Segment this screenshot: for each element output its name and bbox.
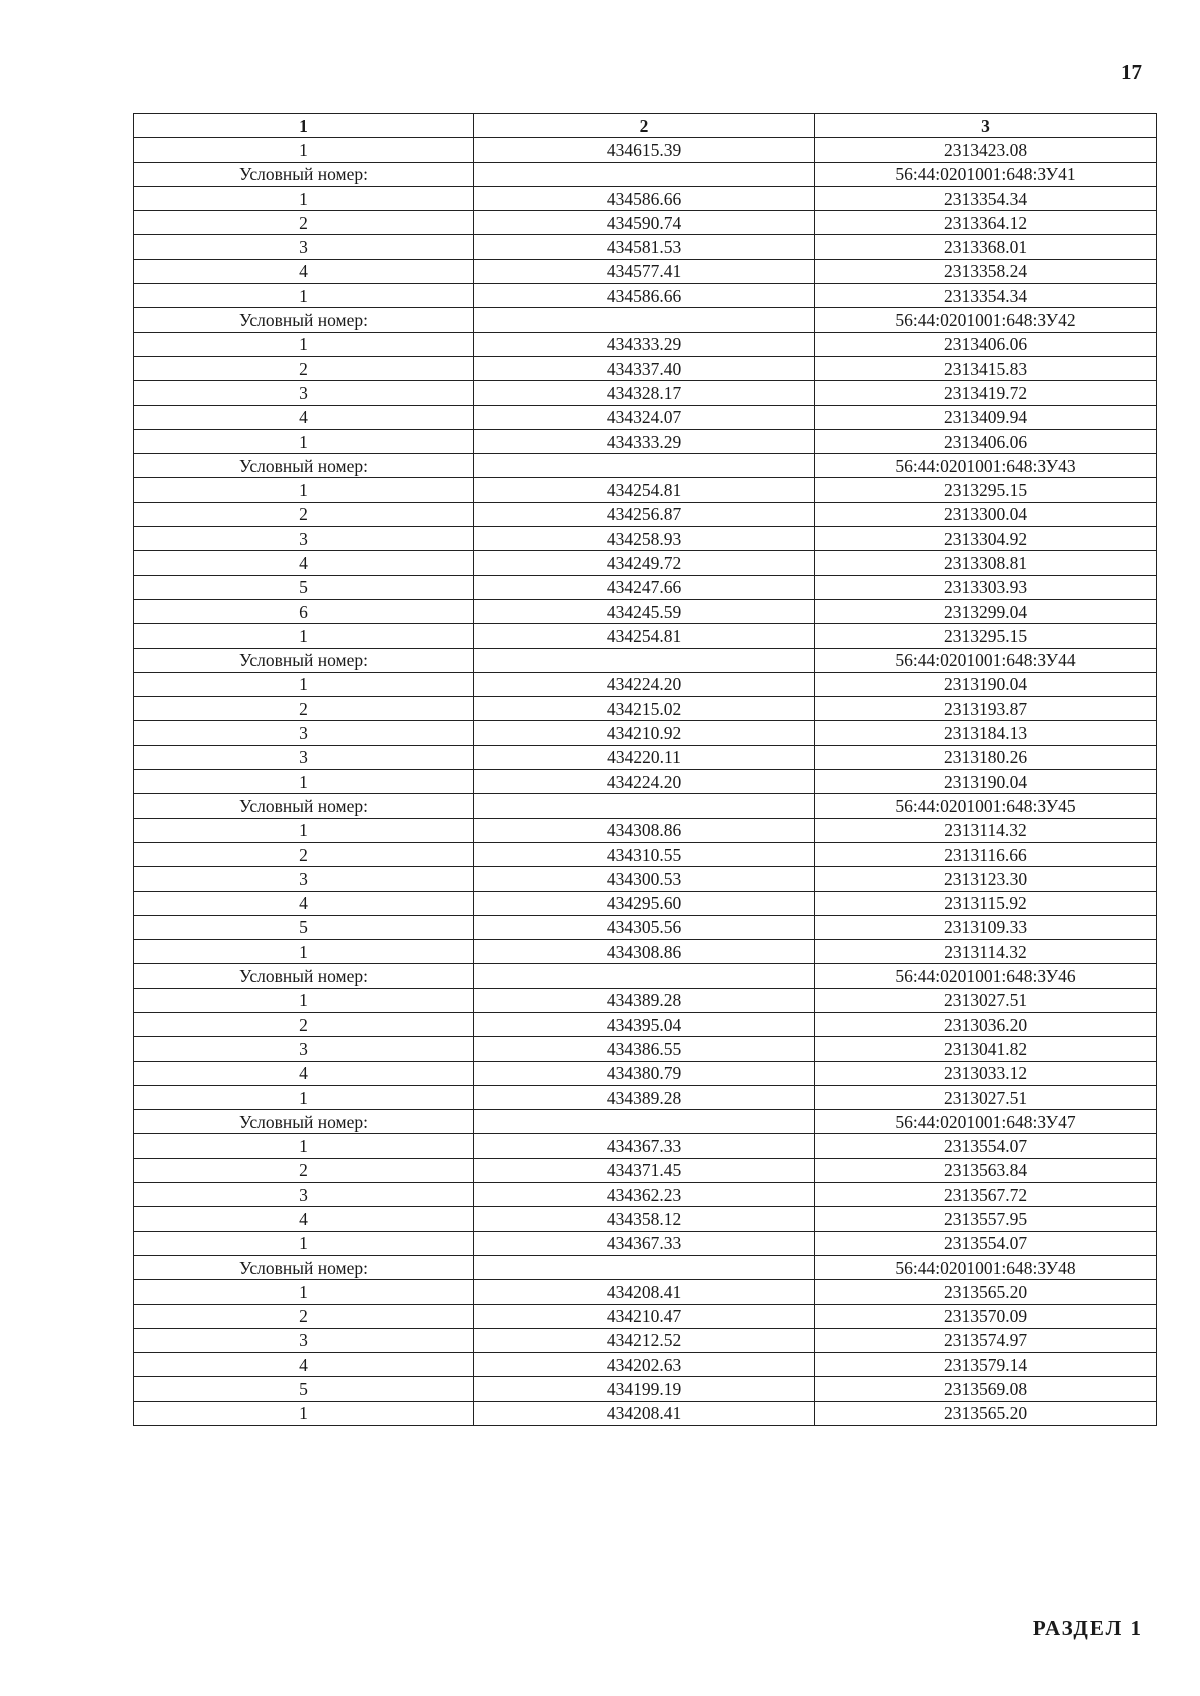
empty-cell [474,794,815,818]
parcel-label-row [134,794,1157,818]
y-coordinate-cell: 2313554.07 [815,1231,1157,1255]
table-row [134,1012,1157,1036]
y-coordinate-cell: 2313557.95 [815,1207,1157,1231]
y-coordinate-cell: 2313116.66 [815,842,1157,866]
x-coordinate-cell: 434577.41 [474,259,815,283]
y-coordinate-cell: 2313579.14 [815,1353,1157,1377]
empty-cell [474,1110,815,1134]
y-coordinate-cell: 2313114.32 [815,818,1157,842]
table-row [134,1037,1157,1061]
empty-cell [474,648,815,672]
y-coordinate-cell: 2313354.34 [815,284,1157,308]
point-number-cell: 3 [134,745,474,769]
parcel-code-cell: 56:44:0201001:648:ЗУ48 [815,1255,1157,1279]
x-coordinate-cell: 434305.56 [474,915,815,939]
point-number-cell: 3 [134,867,474,891]
point-number-cell: 1 [134,284,474,308]
point-number-cell: 1 [134,672,474,696]
point-number-cell: 2 [134,697,474,721]
coordinates-table [133,113,1157,1426]
x-coordinate-cell: 434210.47 [474,1304,815,1328]
y-coordinate-cell: 2313563.84 [815,1158,1157,1182]
column-header-3: 3 [815,114,1157,138]
y-coordinate-cell: 2313554.07 [815,1134,1157,1158]
x-coordinate-cell: 434310.55 [474,842,815,866]
table-row [134,1353,1157,1377]
table-row [134,915,1157,939]
x-coordinate-cell: 434300.53 [474,867,815,891]
y-coordinate-cell: 2313304.92 [815,527,1157,551]
y-coordinate-cell: 2313303.93 [815,575,1157,599]
parcel-label-row [134,964,1157,988]
table-row [134,259,1157,283]
point-number-cell: 4 [134,1353,474,1377]
y-coordinate-cell: 2313190.04 [815,672,1157,696]
point-number-cell: 4 [134,1207,474,1231]
point-number-cell: 2 [134,1304,474,1328]
table-row [134,1280,1157,1304]
x-coordinate-cell: 434362.23 [474,1183,815,1207]
table-row [134,1328,1157,1352]
x-coordinate-cell: 434212.52 [474,1328,815,1352]
x-coordinate-cell: 434208.41 [474,1280,815,1304]
table-row [134,527,1157,551]
column-header-1: 1 [134,114,474,138]
parcel-label-row [134,1255,1157,1279]
y-coordinate-cell: 2313423.08 [815,138,1157,162]
y-coordinate-cell: 2313299.04 [815,599,1157,623]
column-header-2: 2 [474,114,815,138]
y-coordinate-cell: 2313358.24 [815,259,1157,283]
parcel-label-row [134,648,1157,672]
y-coordinate-cell: 2313115.92 [815,891,1157,915]
parcel-label-cell: Условный номер: [134,308,474,332]
point-number-cell: 1 [134,818,474,842]
table-row [134,697,1157,721]
y-coordinate-cell: 2313415.83 [815,356,1157,380]
parcel-code-cell: 56:44:0201001:648:ЗУ43 [815,454,1157,478]
y-coordinate-cell: 2313184.13 [815,721,1157,745]
point-number-cell: 1 [134,624,474,648]
point-number-cell: 3 [134,1037,474,1061]
point-number-cell: 1 [134,1085,474,1109]
table-row [134,1231,1157,1255]
empty-cell [474,964,815,988]
x-coordinate-cell: 434367.33 [474,1231,815,1255]
table-row [134,1401,1157,1425]
point-number-cell: 1 [134,1134,474,1158]
parcel-label-cell: Условный номер: [134,162,474,186]
point-number-cell: 1 [134,1231,474,1255]
point-number-cell: 4 [134,891,474,915]
y-coordinate-cell: 2313109.33 [815,915,1157,939]
table-row [134,867,1157,891]
parcel-code-cell: 56:44:0201001:648:ЗУ44 [815,648,1157,672]
table-row [134,381,1157,405]
parcel-label-cell: Условный номер: [134,648,474,672]
point-number-cell: 3 [134,527,474,551]
point-number-cell: 2 [134,1158,474,1182]
x-coordinate-cell: 434395.04 [474,1012,815,1036]
parcel-label-cell: Условный номер: [134,1110,474,1134]
table-row [134,1158,1157,1182]
table-row [134,842,1157,866]
point-number-cell: 1 [134,332,474,356]
point-number-cell: 3 [134,721,474,745]
x-coordinate-cell: 434247.66 [474,575,815,599]
y-coordinate-cell: 2313567.72 [815,1183,1157,1207]
table-row [134,332,1157,356]
point-number-cell: 6 [134,599,474,623]
table-row [134,745,1157,769]
point-number-cell: 2 [134,502,474,526]
table-row [134,429,1157,453]
x-coordinate-cell: 434224.20 [474,672,815,696]
table-row [134,1377,1157,1401]
y-coordinate-cell: 2313419.72 [815,381,1157,405]
y-coordinate-cell: 2313409.94 [815,405,1157,429]
y-coordinate-cell: 2313027.51 [815,1085,1157,1109]
table-row [134,138,1157,162]
x-coordinate-cell: 434215.02 [474,697,815,721]
parcel-label-row [134,162,1157,186]
y-coordinate-cell: 2313565.20 [815,1401,1157,1425]
y-coordinate-cell: 2313033.12 [815,1061,1157,1085]
y-coordinate-cell: 2313364.12 [815,211,1157,235]
point-number-cell: 1 [134,138,474,162]
x-coordinate-cell: 434586.66 [474,186,815,210]
y-coordinate-cell: 2313193.87 [815,697,1157,721]
parcel-label-cell: Условный номер: [134,964,474,988]
parcel-label-row [134,308,1157,332]
point-number-cell: 2 [134,1012,474,1036]
x-coordinate-cell: 434199.19 [474,1377,815,1401]
y-coordinate-cell: 2313123.30 [815,867,1157,891]
y-coordinate-cell: 2313308.81 [815,551,1157,575]
point-number-cell: 1 [134,988,474,1012]
x-coordinate-cell: 434386.55 [474,1037,815,1061]
parcel-code-cell: 56:44:0201001:648:ЗУ45 [815,794,1157,818]
table-body [134,138,1157,1426]
table-row [134,940,1157,964]
point-number-cell: 1 [134,940,474,964]
y-coordinate-cell: 2313406.06 [815,332,1157,356]
empty-cell [474,1255,815,1279]
table-row [134,551,1157,575]
y-coordinate-cell: 2313190.04 [815,770,1157,794]
x-coordinate-cell: 434295.60 [474,891,815,915]
x-coordinate-cell: 434224.20 [474,770,815,794]
x-coordinate-cell: 434371.45 [474,1158,815,1182]
table-row [134,672,1157,696]
section-footer: РАЗДЕЛ 1 [1032,1616,1143,1640]
table-row [134,575,1157,599]
x-coordinate-cell: 434590.74 [474,211,815,235]
table-row [134,1183,1157,1207]
table-row [134,356,1157,380]
point-number-cell: 3 [134,235,474,259]
table-row [134,1085,1157,1109]
empty-cell [474,454,815,478]
empty-cell [474,308,815,332]
y-coordinate-cell: 2313354.34 [815,186,1157,210]
table-row [134,599,1157,623]
table-row [134,624,1157,648]
point-number-cell: 3 [134,1328,474,1352]
y-coordinate-cell: 2313368.01 [815,235,1157,259]
y-coordinate-cell: 2313114.32 [815,940,1157,964]
y-coordinate-cell: 2313041.82 [815,1037,1157,1061]
x-coordinate-cell: 434245.59 [474,599,815,623]
table-row [134,891,1157,915]
table-header-row [134,114,1157,138]
point-number-cell: 1 [134,478,474,502]
y-coordinate-cell: 2313180.26 [815,745,1157,769]
page-number: 17 [1121,60,1142,84]
point-number-cell: 1 [134,429,474,453]
table-row [134,1207,1157,1231]
table-row [134,211,1157,235]
table-row [134,235,1157,259]
x-coordinate-cell: 434367.33 [474,1134,815,1158]
point-number-cell: 3 [134,381,474,405]
point-number-cell: 4 [134,259,474,283]
parcel-code-cell: 56:44:0201001:648:ЗУ46 [815,964,1157,988]
x-coordinate-cell: 434333.29 [474,332,815,356]
x-coordinate-cell: 434258.93 [474,527,815,551]
x-coordinate-cell: 434308.86 [474,940,815,964]
x-coordinate-cell: 434208.41 [474,1401,815,1425]
point-number-cell: 1 [134,186,474,210]
parcel-label-cell: Условный номер: [134,454,474,478]
y-coordinate-cell: 2313300.04 [815,502,1157,526]
table-row [134,186,1157,210]
point-number-cell: 2 [134,842,474,866]
point-number-cell: 1 [134,770,474,794]
x-coordinate-cell: 434581.53 [474,235,815,259]
parcel-code-cell: 56:44:0201001:648:ЗУ47 [815,1110,1157,1134]
x-coordinate-cell: 434337.40 [474,356,815,380]
empty-cell [474,162,815,186]
y-coordinate-cell: 2313569.08 [815,1377,1157,1401]
x-coordinate-cell: 434254.81 [474,624,815,648]
table-row [134,405,1157,429]
x-coordinate-cell: 434389.28 [474,1085,815,1109]
y-coordinate-cell: 2313406.06 [815,429,1157,453]
table-row [134,818,1157,842]
table-row [134,721,1157,745]
parcel-label-row [134,1110,1157,1134]
point-number-cell: 2 [134,356,474,380]
x-coordinate-cell: 434615.39 [474,138,815,162]
table-row [134,284,1157,308]
y-coordinate-cell: 2313295.15 [815,478,1157,502]
y-coordinate-cell: 2313027.51 [815,988,1157,1012]
point-number-cell: 1 [134,1280,474,1304]
table-row [134,1134,1157,1158]
point-number-cell: 5 [134,1377,474,1401]
y-coordinate-cell: 2313570.09 [815,1304,1157,1328]
point-number-cell: 5 [134,575,474,599]
x-coordinate-cell: 434308.86 [474,818,815,842]
x-coordinate-cell: 434358.12 [474,1207,815,1231]
point-number-cell: 4 [134,405,474,429]
x-coordinate-cell: 434333.29 [474,429,815,453]
x-coordinate-cell: 434324.07 [474,405,815,429]
table-row [134,988,1157,1012]
x-coordinate-cell: 434249.72 [474,551,815,575]
parcel-code-cell: 56:44:0201001:648:ЗУ41 [815,162,1157,186]
point-number-cell: 4 [134,1061,474,1085]
x-coordinate-cell: 434220.11 [474,745,815,769]
table-row [134,1061,1157,1085]
point-number-cell: 5 [134,915,474,939]
x-coordinate-cell: 434389.28 [474,988,815,1012]
y-coordinate-cell: 2313565.20 [815,1280,1157,1304]
table-row [134,1304,1157,1328]
x-coordinate-cell: 434256.87 [474,502,815,526]
table-row [134,770,1157,794]
parcel-label-row [134,454,1157,478]
point-number-cell: 3 [134,1183,474,1207]
x-coordinate-cell: 434254.81 [474,478,815,502]
parcel-label-cell: Условный номер: [134,1255,474,1279]
x-coordinate-cell: 434586.66 [474,284,815,308]
x-coordinate-cell: 434380.79 [474,1061,815,1085]
point-number-cell: 1 [134,1401,474,1425]
parcel-label-cell: Условный номер: [134,794,474,818]
table-row [134,478,1157,502]
x-coordinate-cell: 434202.63 [474,1353,815,1377]
y-coordinate-cell: 2313036.20 [815,1012,1157,1036]
y-coordinate-cell: 2313574.97 [815,1328,1157,1352]
parcel-code-cell: 56:44:0201001:648:ЗУ42 [815,308,1157,332]
point-number-cell: 2 [134,211,474,235]
point-number-cell: 4 [134,551,474,575]
y-coordinate-cell: 2313295.15 [815,624,1157,648]
x-coordinate-cell: 434328.17 [474,381,815,405]
x-coordinate-cell: 434210.92 [474,721,815,745]
table-row [134,502,1157,526]
